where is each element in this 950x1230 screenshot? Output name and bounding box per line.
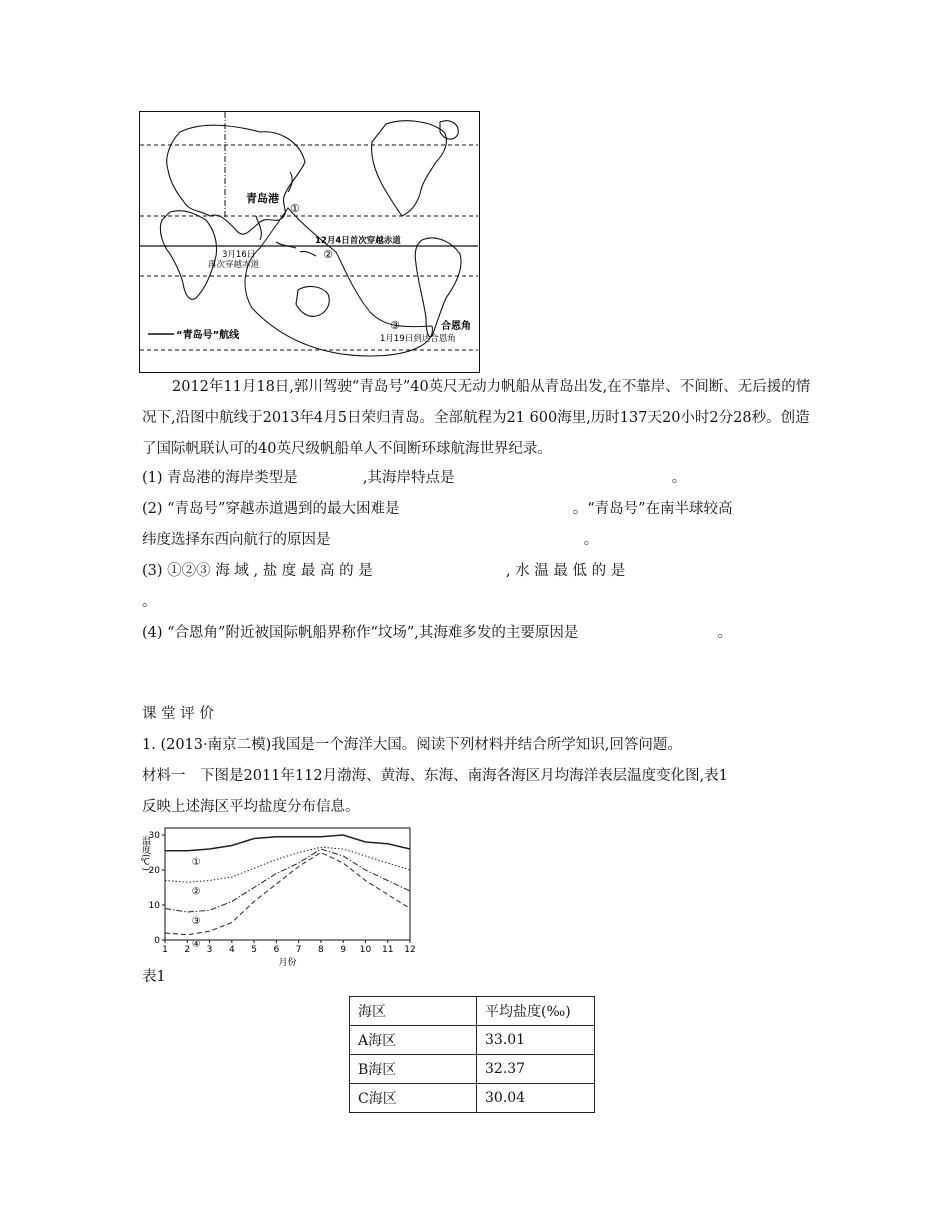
africa-shape (160, 211, 216, 300)
y-tick-label: 10 (148, 901, 160, 911)
label-marker-1: ① (290, 202, 300, 215)
question-3-end: 。 (142, 594, 157, 610)
x-tick-label: 9 (340, 945, 347, 955)
series-line-4 (165, 853, 410, 935)
table-cell: B海区 (350, 1055, 477, 1084)
q2-text-b: 。“青岛号”在南半球较高 (572, 501, 733, 517)
series-label-2: ② (191, 886, 201, 898)
x-tick-label: 2 (184, 945, 191, 955)
question-main: 1. (2013·南京二模)我国是一个海洋大国。阅读下列材料并结合所学知识,回答问题。 (142, 737, 682, 753)
series-line-2 (165, 847, 410, 882)
x-tick-label: 7 (295, 945, 302, 955)
q4-end: 。 (717, 625, 733, 641)
x-tick-label: 6 (273, 945, 280, 955)
table-caption: 表1 (142, 969, 166, 985)
y-tick-label: 30 (148, 831, 160, 841)
q3-text-a: (3) ①②③ 海 域 , 盐 度 最 高 的 是 (142, 563, 373, 579)
route-map (139, 111, 480, 373)
table-cell: 33.01 (477, 1026, 595, 1055)
temperature-chart-svg (138, 822, 420, 972)
greenland-shape (440, 121, 458, 139)
x-tick-label: 11 (382, 945, 394, 955)
label-marker-3: ③ (390, 319, 400, 332)
x-axis-label: 月份 (278, 958, 297, 968)
chart-frame (165, 828, 410, 940)
x-tick-label: 12 (404, 945, 416, 955)
table-header-row (350, 997, 595, 1026)
q1-end: 。 (671, 470, 687, 486)
table-row (350, 1084, 595, 1113)
world-map-svg (140, 112, 478, 371)
australia-shape (296, 287, 329, 317)
table-header-cell: 海区 (350, 997, 477, 1026)
x-tick-label: 4 (228, 945, 235, 955)
question-2-line-2 (142, 528, 598, 549)
y-tick-label: 20 (148, 866, 160, 876)
table-header-cell: 平均盐度(‰) (477, 997, 595, 1026)
table-row (350, 1026, 595, 1055)
salinity-table (349, 996, 595, 1113)
section-title: 课 堂 评 价 (142, 706, 214, 722)
question-4 (142, 621, 732, 642)
q2-end: 。 (583, 532, 599, 548)
question-2-line-1 (142, 497, 733, 518)
question-3 (142, 559, 625, 580)
material-1-line-2: 反映上述海区平均盐度分布信息。 (142, 799, 360, 815)
y-axis-label: 温度(℃) (140, 836, 150, 872)
table-cell: A海区 (350, 1026, 477, 1055)
x-tick-label: 10 (359, 945, 372, 955)
label-jan19: 1月19日到达合恩角 (380, 334, 456, 344)
temperature-chart (138, 822, 420, 972)
q1-text-b: ,其海岸特点是 (362, 470, 455, 486)
label-mar16-date: 3月16日 (222, 250, 256, 260)
eurasia-shape (167, 125, 305, 234)
series-label-1: ① (191, 856, 201, 868)
table-cell: C海区 (350, 1084, 477, 1113)
north-america-shape (372, 121, 447, 216)
label-mar16-text: 再次穿越赤道 (208, 260, 260, 270)
label-dec4-crossing: 12月4日首次穿越赤道 (315, 236, 401, 246)
indochina-shape (256, 216, 261, 240)
q3-text-b: , 水 温 最 低 的 是 (505, 563, 626, 579)
label-cape-horn: 合恩角 (441, 321, 471, 332)
table-row (350, 1055, 595, 1084)
x-tick-label: 5 (251, 945, 257, 955)
table-cell: 32.37 (477, 1055, 595, 1084)
q1-text-a: (1) 青岛港的海岸类型是 (142, 470, 298, 486)
intro-paragraph: 2012年11月18日,郭川驾驶“青岛号”40英尺无动力帆船从青岛出发,在不靠岸、不间断、无后援的情况下,沿图中航线于2013年4月5日荣归青岛。全部航程为21 600海里,历时137天20小时2分28秒。创造了国际帆联认可的40英尺级帆船单人不间断环球航海世界纪录。 (142, 379, 811, 457)
question-1 (142, 466, 686, 487)
series-label-4: ④ (191, 938, 201, 950)
label-qingdao-port: 青岛港 (246, 192, 279, 205)
indonesia-shape (276, 242, 316, 256)
x-tick-label: 1 (162, 945, 168, 955)
label-marker-2: ② (323, 248, 333, 261)
legend-route-label: “青岛号”航线 (176, 330, 240, 341)
series-label-3: ③ (191, 916, 201, 927)
x-tick-label: 3 (206, 945, 213, 955)
series-line-1 (165, 835, 410, 851)
q2-text-a: (2) “青岛号”穿越赤道遇到的最大困难是 (142, 501, 400, 517)
series-line-3 (165, 849, 410, 912)
table-cell: 30.04 (477, 1084, 595, 1113)
q4-text-a: (4) “合恩角”附近被国际帆船界称作“坟场”,其海难多发的主要原因是 (142, 625, 579, 641)
x-tick-label: 8 (318, 945, 324, 955)
material-1-line-1: 材料一 下图是2011年112月渤海、黄海、东海、南海各海区月均海洋表层温度变化图,表1 (142, 768, 728, 784)
q2-text-c: 纬度选择东西向航行的原因是 (142, 532, 331, 548)
y-tick-label: 0 (154, 936, 160, 946)
